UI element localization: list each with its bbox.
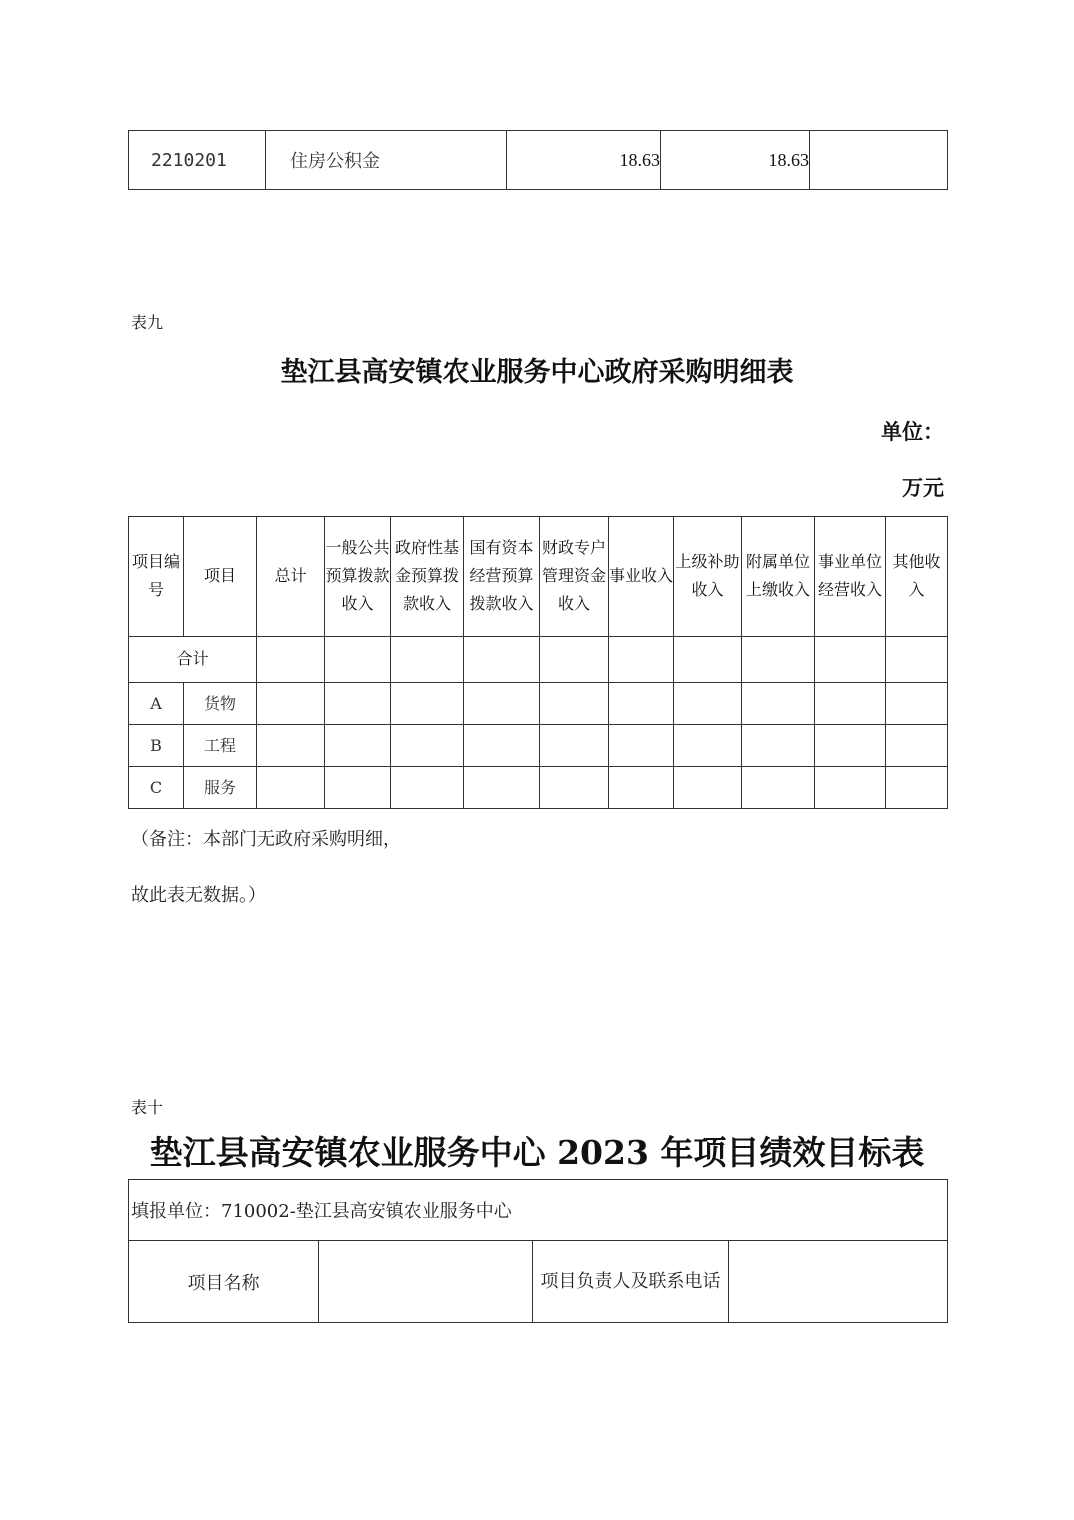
fill-unit: 填报单位：710002-垫江县高安镇农业服务中心 (129, 1180, 948, 1241)
row-code: C (129, 767, 184, 809)
row-code: B (129, 725, 184, 767)
procurement-table (128, 516, 948, 809)
housing-fund-table (128, 130, 948, 190)
table10-title: 垫江县高安镇农业服务中心 2023 年项目绩效目标表 (149, 1133, 925, 1172)
col-header: 总计 (257, 517, 325, 637)
col-header: 项目编号 (129, 517, 184, 637)
table9-label: 表九 (131, 313, 164, 332)
table10-label: 表十 (131, 1098, 164, 1117)
row-name: 工程 (184, 725, 257, 767)
performance-table (128, 1179, 948, 1323)
total-label: 合计 (129, 637, 257, 683)
col-header: 国有资本经营预算拨款收入 (464, 517, 540, 637)
table9-unit-line1: 单位： (881, 419, 944, 444)
table9-unit-line2: 万元 (902, 475, 944, 500)
item-value-1: 18.63 (507, 131, 661, 190)
contact-value (729, 1241, 948, 1323)
table-row (129, 725, 948, 767)
col-header: 项目 (184, 517, 257, 637)
row-name: 货物 (184, 683, 257, 725)
table9-title: 垫江县高安镇农业服务中心政府采购明细表 (280, 357, 794, 388)
project-name-value (319, 1241, 533, 1323)
project-name-label: 项目名称 (129, 1241, 319, 1323)
item-value-2: 18.63 (661, 131, 810, 190)
table9-note-line1: （备注：本部门无政府采购明细， (131, 829, 401, 850)
item-code: 2210201 (129, 131, 266, 190)
col-header: 一般公共预算拨款收入 (325, 517, 391, 637)
table9-note-line2: 故此表无数据。） (131, 885, 266, 906)
col-header: 附属单位上缴收入 (742, 517, 815, 637)
col-header: 财政专户管理资金收入 (540, 517, 609, 637)
col-header: 上级补助收入 (674, 517, 742, 637)
header-row (129, 517, 948, 637)
col-header: 事业单位经营收入 (815, 517, 886, 637)
contact-label: 项目负责人及联系电话 (533, 1241, 729, 1323)
table-row (129, 683, 948, 725)
row-name: 服务 (184, 767, 257, 809)
item-name: 住房公积金 (266, 131, 507, 190)
total-row (129, 637, 948, 683)
table-row (129, 767, 948, 809)
item-value-3 (810, 131, 948, 190)
col-header: 政府性基金预算拨款收入 (391, 517, 464, 637)
row-code: A (129, 683, 184, 725)
col-header: 其他收入 (886, 517, 948, 637)
col-header: 事业收入 (609, 517, 674, 637)
